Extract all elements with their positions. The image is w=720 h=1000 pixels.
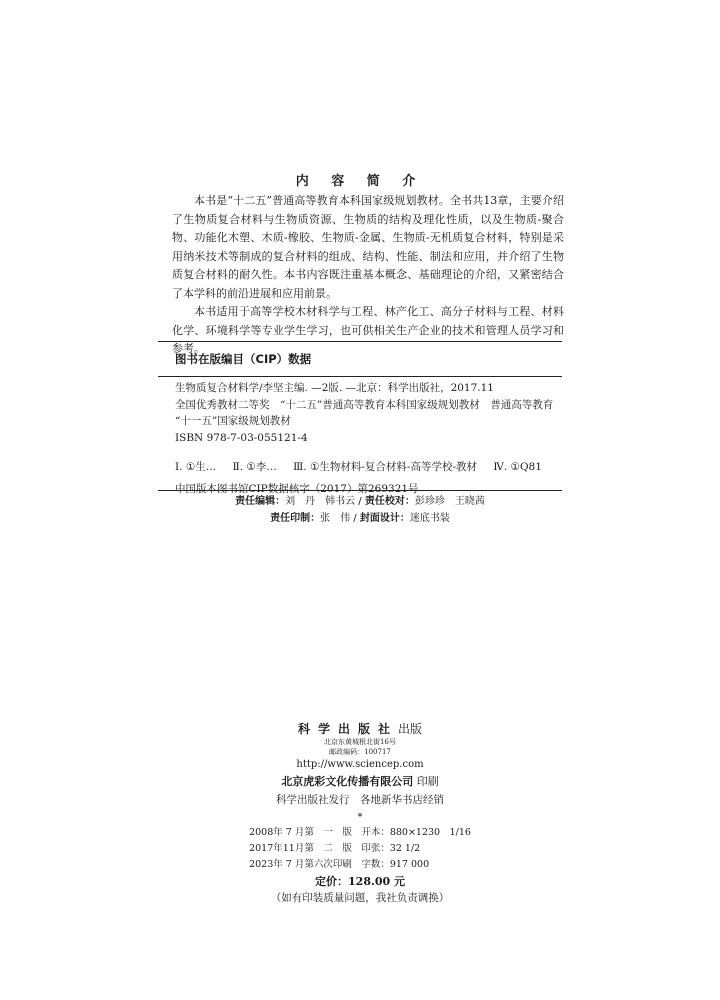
credit-names: 迷底书装 [409, 513, 450, 524]
publisher-name: 科学出版社 [297, 722, 398, 736]
cip-class-item: Ⅰ. ①生… [175, 461, 217, 473]
credit-names: 张 伟 / [320, 513, 357, 524]
separator-star: * [357, 812, 363, 823]
printer-line [0, 774, 720, 789]
summary-paragraph: 本书适用于高等学校木材科学与工程、林产化工、高分子材料与工程、材料化学、环境科学等专业学生学习，也可供相关生产企业的技术和管理人员学习和参考。 [172, 305, 564, 355]
cip-line: 生物质复合材料学/李坚主编. —2版. —北京：科学出版社，2017.11 [175, 382, 494, 394]
publisher-postcode: 邮政编码：100717 [329, 748, 391, 756]
price: 定价：128.00 元 [315, 875, 405, 888]
publisher-line [0, 722, 720, 737]
summary-text [172, 192, 564, 359]
edition-line: 2017年11月第 二 版 印张：32 1/2 [249, 843, 421, 854]
edition-line: 2023年 7 月第六次印刷 字数：917 000 [249, 859, 430, 870]
distribution: 科学出版社发行 各地新华书店经销 [276, 794, 444, 806]
cip-classification [175, 459, 575, 476]
publisher-website: http://www.sciencep.com [296, 759, 424, 770]
divider [158, 490, 562, 491]
imprint [0, 722, 720, 906]
printer-name: 北京虎彩文化传播有限公司 [281, 775, 414, 788]
credit-names: 彭珍珍 王晓茜 [414, 496, 485, 507]
divider [158, 341, 562, 342]
cip-line: “十一五”国家级规划教材 [175, 415, 291, 427]
credit-role: 责任校对： [364, 496, 415, 507]
edition-line: 2008年 7 月第 一 版 开本：880×1230 1/16 [249, 827, 471, 838]
credit-role: 责任印制： [270, 513, 321, 524]
cip-isbn: ISBN 978-7-03-055121-4 [175, 431, 308, 444]
divider [158, 376, 562, 377]
cip-heading: 图书在版编目（CIP）数据 [175, 352, 312, 366]
edition-info [249, 825, 471, 873]
summary-paragraph: 本书是“十二五”普通高等教育本科国家级规划教材。全书共13章，主要介绍了生物质复合材料与生物质资源、生物质的结构及理化性质，以及生物质-聚合物、功能化木塑、木质-橡胶、生物质-金属、生物质-无机质复合材料，特别是采用纳米技术等制成的复合材料的组成、结构、性能、制法和应用，并介绍了生物质复合材料的耐久性。本书内容既注重基本概念、基础理论的介绍，又紧密结合了本学科的前沿进展和应用前景。 [172, 194, 564, 300]
cip-class-item: Ⅳ. ①Q81 [493, 461, 542, 473]
credits-line [0, 493, 720, 510]
summary-title: 内 容 简 介 [295, 174, 425, 189]
cip-class-item: Ⅱ. ①李… [232, 461, 277, 473]
credit-names: 刘 丹 韩书云 / [285, 496, 362, 507]
credits [0, 493, 720, 527]
quality-note: （如有印装质量问题，我社负责调换） [270, 892, 450, 904]
credits-line [0, 510, 720, 527]
credit-role: 责任编辑： [235, 496, 286, 507]
cip-block [175, 380, 575, 497]
cip-line: 全国优秀教材二等奖 “十二五”普通高等教育本科国家级规划教材 普通高等教育 [175, 398, 554, 411]
cip-number: 中国版本图书馆CIP数据核字（2017）第269321号 [175, 482, 419, 495]
cip-class-item: Ⅲ. ①生物材料-复合材料-高等学校-教材 [293, 461, 478, 473]
credit-role: 封面设计： [359, 513, 410, 524]
printer-suffix: 印刷 [416, 775, 439, 788]
publisher-address: 北京东黄城根北街16号 [324, 738, 396, 746]
publisher-suffix: 出版 [398, 722, 423, 736]
